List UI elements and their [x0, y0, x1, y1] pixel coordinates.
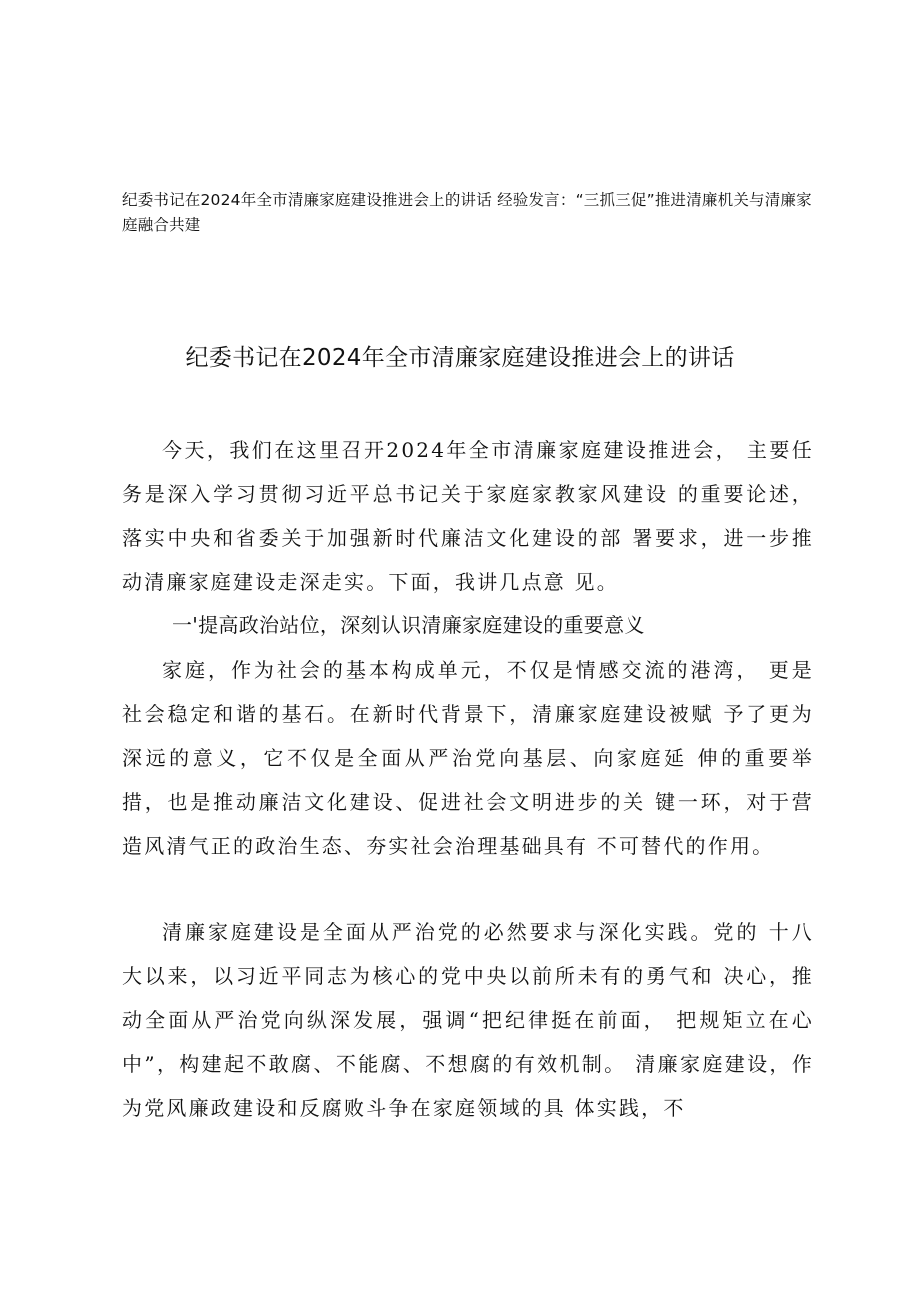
document-title: 纪委书记在2024年全市清廉家庭建设推进会上的讲话 — [185, 345, 735, 371]
section-heading-1: 一'提高政治站位，深刻认识清廉家庭建设的重要意义 — [172, 613, 645, 637]
paragraph-section1-2: 清廉家庭建设是全面从严治党的必然要求与深化实践。党的 十八大以来，以习近平同志为核心的党中央以前所未有的勇气和 决心，推动全面从严治党向纵深发展，强调“把纪律挺在前面， 把规矩立在心中”，构建起不敢腐、不能腐、不想腐的有效机制。 清廉家庭建设，作为党风廉政建设和反腐败斗争在家庭领域的具 体实践，不 — [122, 920, 814, 1120]
paragraph-section1-1: 家庭，作为社会的基本构成单元，不仅是情感交流的港湾， 更是社会稳定和谐的基石。在新时代背景下，清廉家庭建设被赋 予了更为深远的意义，它不仅是全面从严治党向基层、向家庭延 伸的重要举措，也是推动廉洁文化建设、促进社会文明进步的关 键一环，对于营造风清气正的政治生态、夯实社会治理基础具有 不可替代的作用。 — [122, 658, 814, 858]
header-note: 纪委书记在2024年全市清廉家庭建设推进会上的讲话 经验发言：“三抓三促”推进清廉机关与清廉家庭融合共建 — [122, 191, 812, 234]
paragraph-intro: 今天，我们在这里召开2024年全市清廉家庭建设推进会， 主要任务是深入学习贯彻习近平总书记关于家庭家教家风建设 的重要论述，落实中央和省委关于加强新时代廉洁文化建设的部 署要求，进一步推动清廉家庭建设走深走实。下面，我讲几点意 见。 — [122, 438, 814, 594]
